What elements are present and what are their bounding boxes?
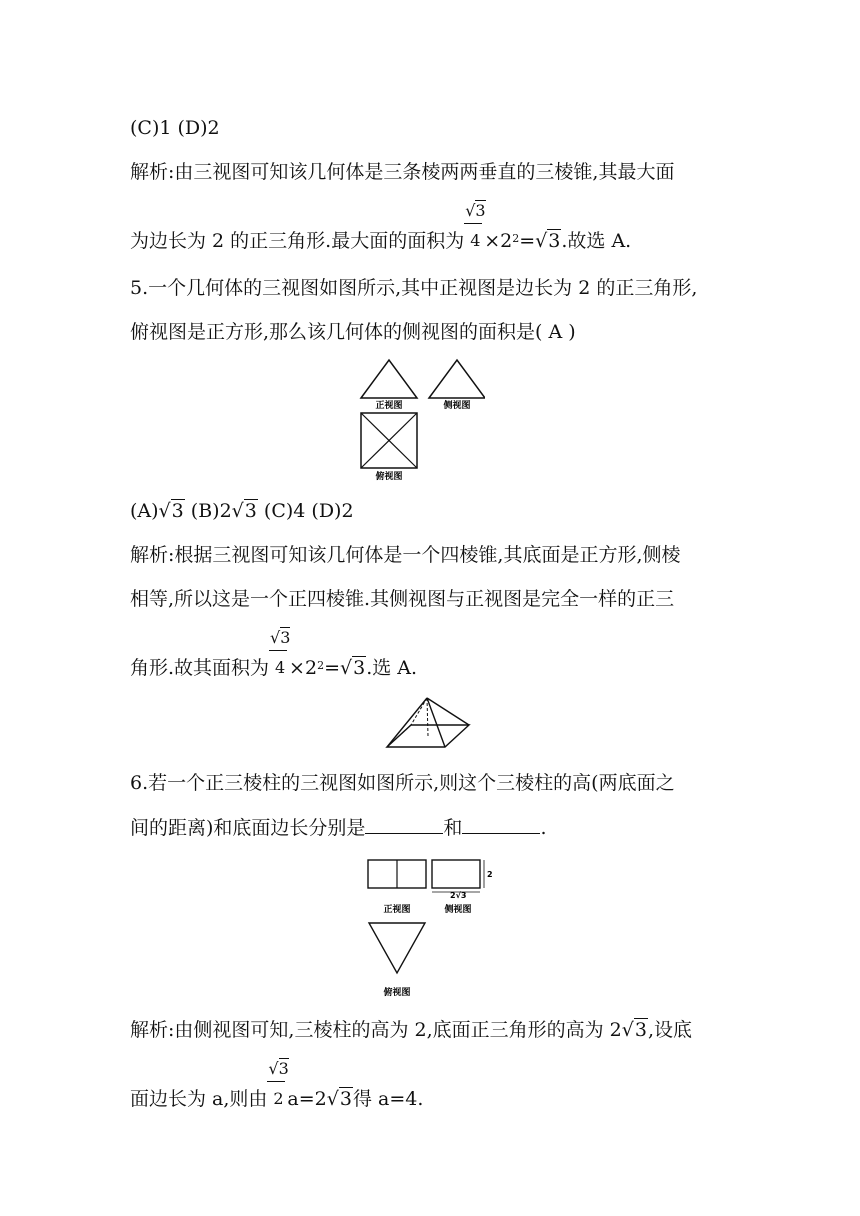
sqrt-3: √3 xyxy=(231,500,257,522)
pyramid-edge xyxy=(427,698,445,747)
front-view-triangle xyxy=(361,360,417,398)
text: 间的距离)和底面边长分别是 xyxy=(130,817,366,839)
fraction-denominator: 2 xyxy=(273,1089,284,1108)
text: ×2 xyxy=(289,657,318,679)
answer-blank-height xyxy=(365,815,443,834)
figure-pyramid xyxy=(385,695,473,753)
fraction-numerator: √3 xyxy=(465,201,486,220)
question-5-line-1: 5.一个几何体的三视图如图所示,其中正视图是边长为 2 的正三角形, xyxy=(130,277,698,299)
exponent: 2 xyxy=(317,659,325,672)
text: 为边长为 2 的正三角形.最大面的面积为 xyxy=(130,230,465,252)
text: 得 a=4. xyxy=(352,1088,424,1110)
front-view-label: 正视图 xyxy=(375,401,403,411)
solution-6-line-1 xyxy=(130,1018,692,1042)
pyramid-height xyxy=(427,698,428,736)
dim-width-label: 2√3 xyxy=(450,891,467,900)
fraction-denominator: 4 xyxy=(275,658,286,677)
figure-5-three-views xyxy=(355,355,485,485)
pyramid-edge-hidden xyxy=(411,698,427,725)
pyramid-edge xyxy=(427,698,469,725)
option-c-d: (C)4 (D)2 xyxy=(257,500,354,522)
text: .选 A. xyxy=(366,657,418,679)
figure-6-three-views xyxy=(360,855,500,1000)
sqrt-3: √3 xyxy=(535,230,561,252)
fraction-sqrt3-over-4 xyxy=(464,201,486,253)
fraction-numerator: √3 xyxy=(270,628,291,647)
solution-4-line-2 xyxy=(130,201,632,253)
text: 解析:由侧视图可知,三棱柱的高为 2,底面正三角形的高为 2 xyxy=(130,1019,622,1041)
text: .故选 A. xyxy=(561,230,632,252)
question-6-line-2 xyxy=(130,815,546,840)
dim-height-label: 2 xyxy=(487,870,493,879)
solution-5-line-3 xyxy=(130,628,418,680)
text: 和 xyxy=(443,817,463,839)
fraction-sqrt3-over-2 xyxy=(267,1059,289,1111)
option-b: (B)2 xyxy=(184,500,232,522)
answer-blank-side xyxy=(462,815,540,834)
side-view-rect xyxy=(432,860,480,888)
text: a=2 xyxy=(287,1088,327,1110)
solution-4-line-1: 解析:由三视图可知该几何体是三条棱两两垂直的三棱锥,其最大面 xyxy=(130,161,675,183)
options-c-d: (C)1 (D)2 xyxy=(130,117,220,139)
question-5-options xyxy=(130,499,354,523)
fraction-sqrt3-over-4 xyxy=(269,628,291,680)
exponent: 2 xyxy=(512,232,520,245)
top-view-label: 俯视图 xyxy=(383,988,411,998)
text: ×2 xyxy=(484,230,513,252)
solution-5-line-2: 相等,所以这是一个正四棱锥.其侧视图与正视图是完全一样的正三 xyxy=(130,588,675,610)
text: 角形.故其面积为 xyxy=(130,657,270,679)
question-5-line-2: 俯视图是正方形,那么该几何体的侧视图的面积是( A ) xyxy=(130,321,576,343)
fraction-numerator: √3 xyxy=(268,1059,289,1078)
solution-5-line-1: 解析:根据三视图可知该几何体是一个四棱锥,其底面是正方形,侧棱 xyxy=(130,544,681,566)
text: . xyxy=(540,817,547,839)
question-6-line-1: 6.若一个正三棱柱的三视图如图所示,则这个三棱柱的高(两底面之 xyxy=(130,772,675,794)
top-view-triangle xyxy=(369,923,425,973)
text: ,设底 xyxy=(647,1019,692,1041)
sqrt-3: √3 xyxy=(339,657,366,679)
fraction-denominator: 4 xyxy=(470,231,481,250)
text: = xyxy=(519,230,536,252)
side-view-label: 侧视图 xyxy=(444,905,472,915)
side-view-label: 侧视图 xyxy=(443,401,471,411)
sqrt-3: √3 xyxy=(621,1019,647,1041)
option-a: (A) xyxy=(130,500,159,522)
front-view-label: 正视图 xyxy=(383,905,411,915)
text: 面边长为 a,则由 xyxy=(130,1088,268,1110)
side-view-triangle xyxy=(429,360,485,398)
solution-6-line-2 xyxy=(130,1059,424,1111)
sqrt-3: √3 xyxy=(326,1088,352,1110)
sqrt-3: √3 xyxy=(158,500,184,522)
text: = xyxy=(324,657,340,679)
top-view-label: 俯视图 xyxy=(375,472,403,482)
pyramid-edge xyxy=(387,698,427,747)
